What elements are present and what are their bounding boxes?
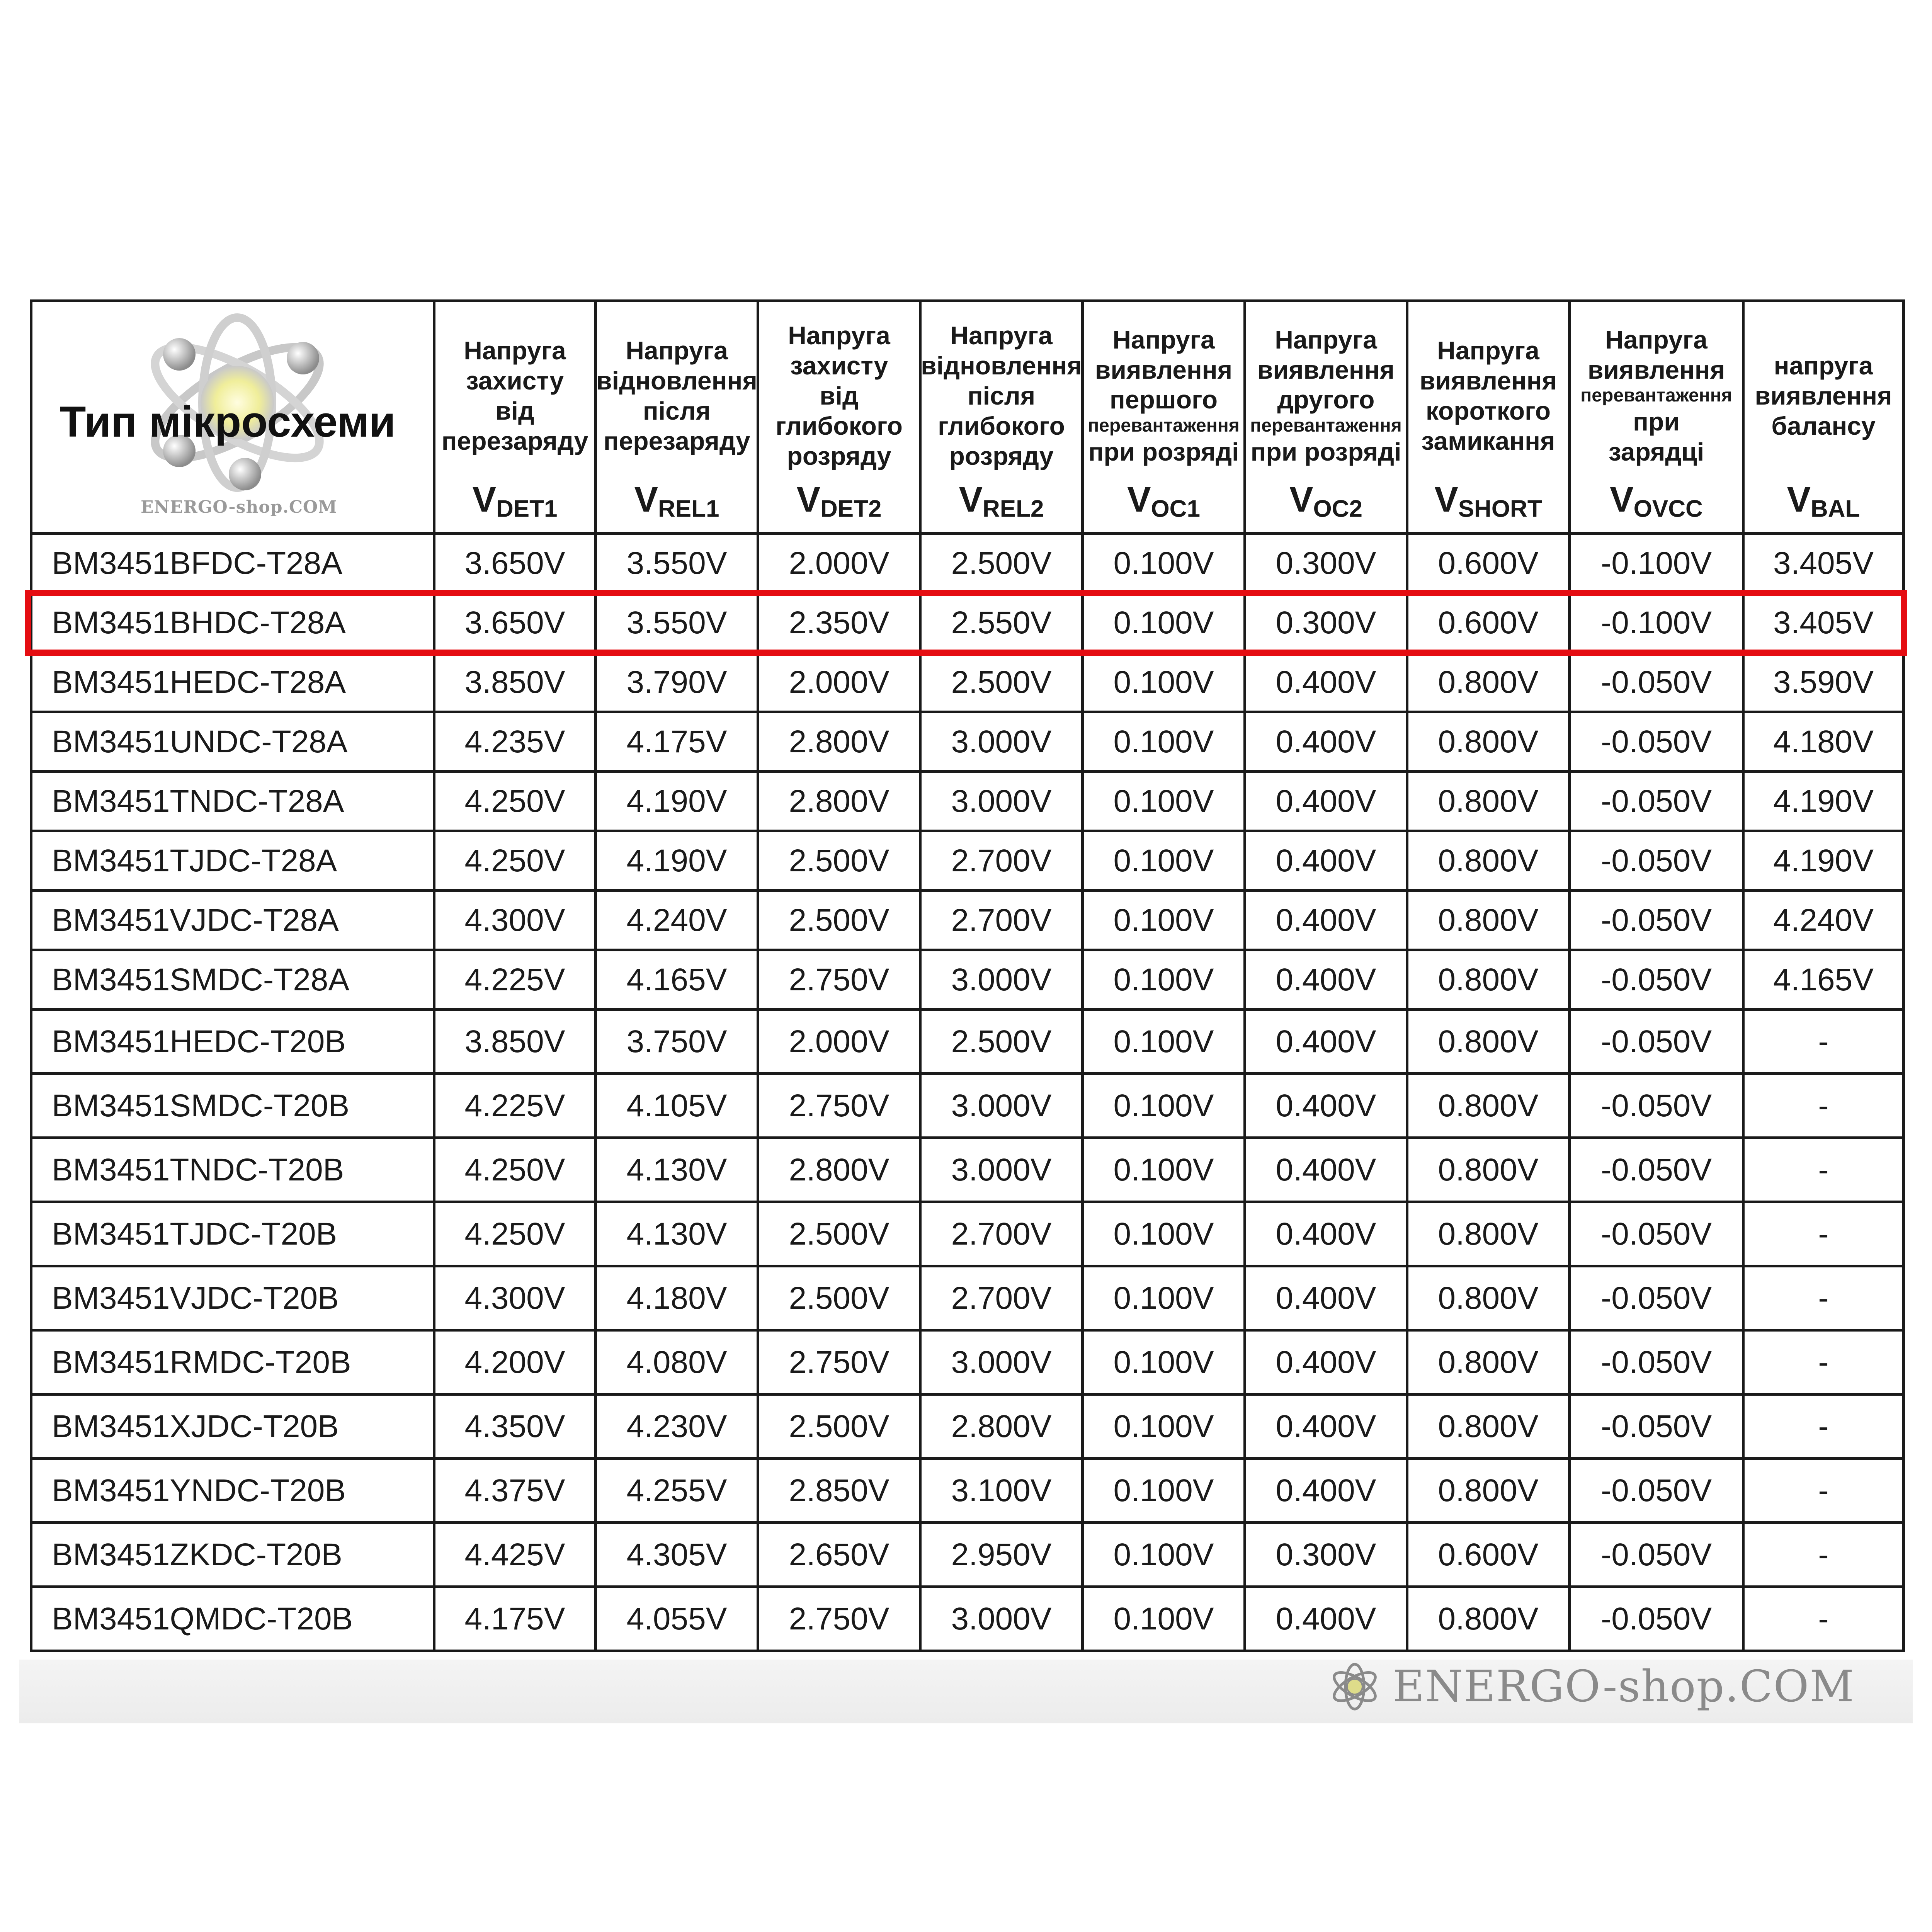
chip-spec-table [30, 299, 1905, 1652]
voltage-cell: - [1743, 1010, 1904, 1074]
voltage-cell: 2.750V [758, 1587, 920, 1651]
column-header-text: зарядці [1608, 437, 1704, 466]
column-symbol-letter: V [1787, 480, 1811, 520]
voltage-cell: 0.100V [1083, 653, 1245, 712]
column-header-text: від [820, 381, 859, 410]
voltage-cell: 4.250V [434, 772, 596, 831]
table-row [31, 1266, 1904, 1330]
voltage-cell: 2.500V [758, 831, 920, 891]
voltage-cell: 0.100V [1083, 1395, 1245, 1459]
chip-model-cell: BM3451BHDC-T28A [31, 593, 434, 653]
column-header-text: напруга [1774, 351, 1873, 380]
column-symbol-letter: V [796, 480, 820, 520]
voltage-cell: 4.190V [1743, 772, 1904, 831]
voltage-cell: 2.800V [758, 772, 920, 831]
voltage-cell: 3.850V [434, 653, 596, 712]
column-symbol-subscript: OC2 [1313, 496, 1362, 522]
column-symbol [1127, 482, 1200, 521]
column-header-text: після [643, 396, 711, 425]
chip-model-cell: BM3451RMDC-T20B [31, 1330, 434, 1395]
voltage-cell: -0.050V [1570, 1587, 1743, 1651]
column-header-text: глибокого [776, 411, 903, 440]
atom-icon [1328, 1662, 1382, 1712]
voltage-cell: 3.650V [434, 534, 596, 593]
column-header-text: замикання [1421, 426, 1555, 455]
voltage-cell: 0.100V [1083, 891, 1245, 950]
table-row [31, 1074, 1904, 1138]
column-header-text: відновлення [921, 351, 1082, 380]
voltage-cell: 0.400V [1245, 653, 1407, 712]
table-row [31, 653, 1904, 712]
voltage-cell: 4.230V [596, 1395, 758, 1459]
column-header-text: другого [1277, 385, 1375, 414]
table-row [31, 1523, 1904, 1587]
column-symbol-letter: V [634, 480, 658, 520]
voltage-cell: 2.500V [758, 1395, 920, 1459]
column-symbol-letter: V [1434, 480, 1458, 520]
voltage-cell: 3.000V [920, 772, 1083, 831]
voltage-cell: 4.235V [434, 712, 596, 772]
voltage-cell: 2.550V [920, 593, 1083, 653]
voltage-cell: - [1743, 1266, 1904, 1330]
column-header-text: Напруга [464, 336, 566, 365]
voltage-cell: 2.700V [920, 1202, 1083, 1266]
voltage-cell: 0.800V [1407, 831, 1570, 891]
column-symbol [1434, 482, 1542, 521]
voltage-cell: 3.000V [920, 950, 1083, 1010]
column-header-5 [1083, 301, 1245, 534]
voltage-cell: - [1743, 1138, 1904, 1202]
voltage-cell: 4.180V [596, 1266, 758, 1330]
column-header-text: захисту [466, 366, 564, 395]
voltage-cell: 4.240V [1743, 891, 1904, 950]
chip-model-cell: BM3451TJDC-T28A [31, 831, 434, 891]
chip-model-cell: BM3451ZKDC-T20B [31, 1523, 434, 1587]
voltage-cell: 4.165V [1743, 950, 1904, 1010]
voltage-cell: 2.500V [920, 1010, 1083, 1074]
voltage-cell: 2.000V [758, 653, 920, 712]
voltage-cell: 4.225V [434, 950, 596, 1010]
voltage-cell: -0.050V [1570, 1459, 1743, 1523]
voltage-cell: 0.400V [1245, 1395, 1407, 1459]
table-row [31, 1202, 1904, 1266]
column-header-text: виявлення [1257, 355, 1395, 384]
voltage-cell: 2.700V [920, 1266, 1083, 1330]
column-header-4 [920, 301, 1083, 534]
voltage-cell: 0.100V [1083, 1523, 1245, 1587]
column-header-text: при [1633, 407, 1680, 436]
column-header-text: від [495, 396, 534, 425]
voltage-cell: 4.190V [596, 831, 758, 891]
column-header-8 [1570, 301, 1743, 534]
voltage-cell: 0.400V [1245, 1330, 1407, 1395]
table-row [31, 534, 1904, 593]
voltage-cell: 0.800V [1407, 1459, 1570, 1523]
column-symbol-subscript: OC1 [1151, 496, 1200, 522]
column-symbol-subscript: SHORT [1458, 496, 1542, 522]
voltage-cell: 0.600V [1407, 1523, 1570, 1587]
voltage-cell: 0.800V [1407, 1010, 1570, 1074]
voltage-cell: -0.050V [1570, 1266, 1743, 1330]
voltage-cell: 4.200V [434, 1330, 596, 1395]
voltage-cell: 0.100V [1083, 1010, 1245, 1074]
voltage-cell: 4.375V [434, 1459, 596, 1523]
voltage-cell: 3.000V [920, 1330, 1083, 1395]
voltage-cell: -0.050V [1570, 1330, 1743, 1395]
voltage-cell: 4.165V [596, 950, 758, 1010]
voltage-cell: 4.305V [596, 1523, 758, 1587]
column-symbol [797, 482, 882, 521]
voltage-cell: 3.405V [1743, 593, 1904, 653]
footer-logo-text: ENERGO-shop.COM [1393, 1662, 1855, 1712]
chip-model-cell: BM3451SMDC-T28A [31, 950, 434, 1010]
voltage-cell: 0.100V [1083, 831, 1245, 891]
voltage-cell: 3.000V [920, 1138, 1083, 1202]
voltage-cell: 0.100V [1083, 534, 1245, 593]
table-row [31, 891, 1904, 950]
voltage-cell: 4.080V [596, 1330, 758, 1395]
voltage-cell: 2.800V [920, 1395, 1083, 1459]
voltage-cell: 0.100V [1083, 1459, 1245, 1523]
column-symbol [634, 482, 719, 521]
voltage-cell: 3.000V [920, 1074, 1083, 1138]
column-header-text: виявлення [1419, 366, 1557, 395]
column-header-7 [1407, 301, 1570, 534]
voltage-cell: 4.175V [596, 712, 758, 772]
voltage-cell: 0.100V [1083, 593, 1245, 653]
chip-model-cell: BM3451TJDC-T20B [31, 1202, 434, 1266]
voltage-cell: 4.300V [434, 891, 596, 950]
voltage-cell: 2.500V [758, 1266, 920, 1330]
voltage-cell: -0.050V [1570, 1010, 1743, 1074]
voltage-cell: 0.800V [1407, 1330, 1570, 1395]
voltage-cell: 4.130V [596, 1138, 758, 1202]
column-header-9 [1743, 301, 1904, 534]
voltage-cell: 4.255V [596, 1459, 758, 1523]
table-row [31, 1459, 1904, 1523]
voltage-cell: 2.000V [758, 534, 920, 593]
voltage-cell: 2.800V [758, 1138, 920, 1202]
column-header-2 [596, 301, 758, 534]
chip-type-label: Тип мікросхеми [60, 398, 396, 446]
voltage-cell: - [1743, 1395, 1904, 1459]
column-header-1 [434, 301, 596, 534]
voltage-cell: 0.400V [1245, 1459, 1407, 1523]
voltage-cell: 4.240V [596, 891, 758, 950]
voltage-cell: 0.600V [1407, 534, 1570, 593]
voltage-cell: 2.500V [758, 891, 920, 950]
voltage-cell: - [1743, 1202, 1904, 1266]
voltage-cell: 4.190V [1743, 831, 1904, 891]
voltage-cell: 2.800V [758, 712, 920, 772]
voltage-cell: - [1743, 1459, 1904, 1523]
voltage-cell: 0.300V [1245, 593, 1407, 653]
table-header-row [31, 301, 1904, 534]
column-header-text: перевантаження [1088, 415, 1240, 436]
voltage-cell: 0.800V [1407, 1202, 1570, 1266]
column-header-text: балансу [1771, 411, 1876, 440]
voltage-cell: 0.800V [1407, 653, 1570, 712]
table-row [31, 1010, 1904, 1074]
voltage-cell: 2.700V [920, 831, 1083, 891]
column-symbol [473, 482, 558, 521]
chip-model-cell: BM3451VJDC-T20B [31, 1266, 434, 1330]
chip-type-header [31, 301, 434, 534]
column-header-text: розряду [949, 441, 1054, 470]
voltage-cell: 0.400V [1245, 712, 1407, 772]
voltage-cell: 2.750V [758, 1074, 920, 1138]
voltage-cell: 0.300V [1245, 1523, 1407, 1587]
column-symbol-letter: V [472, 480, 496, 520]
footer-logo [1328, 1662, 1855, 1712]
column-header-text: короткого [1425, 396, 1551, 425]
voltage-cell: 0.800V [1407, 772, 1570, 831]
voltage-cell: 3.790V [596, 653, 758, 712]
voltage-cell: -0.050V [1570, 1138, 1743, 1202]
watermark-text: ENERGO-shop.COM [141, 497, 337, 517]
column-header-text: Напруга [1275, 325, 1377, 354]
voltage-cell: 3.550V [596, 593, 758, 653]
voltage-cell: 4.190V [596, 772, 758, 831]
column-header-text: глибокого [938, 411, 1065, 440]
voltage-cell: -0.050V [1570, 1202, 1743, 1266]
voltage-cell: 3.590V [1743, 653, 1904, 712]
table-row [31, 772, 1904, 831]
voltage-cell: 0.100V [1083, 1138, 1245, 1202]
voltage-cell: 2.500V [758, 1202, 920, 1266]
voltage-cell: -0.050V [1570, 712, 1743, 772]
voltage-cell: 0.100V [1083, 1074, 1245, 1138]
voltage-cell: 0.800V [1407, 950, 1570, 1010]
voltage-cell: 0.400V [1245, 831, 1407, 891]
voltage-cell: -0.050V [1570, 891, 1743, 950]
column-header-text: Напруга [1112, 325, 1215, 354]
column-symbol-letter: V [1289, 480, 1313, 520]
table-row [31, 1138, 1904, 1202]
voltage-cell: 0.800V [1407, 1266, 1570, 1330]
column-symbol-subscript: BAL [1810, 496, 1860, 522]
column-header-text: виявлення [1587, 355, 1725, 384]
voltage-cell: 3.750V [596, 1010, 758, 1074]
voltage-cell: 4.350V [434, 1395, 596, 1459]
column-symbol-subscript: OVCC [1633, 496, 1703, 522]
chip-model-cell: BM3451TNDC-T28A [31, 772, 434, 831]
voltage-cell: - [1743, 1523, 1904, 1587]
table-row-highlighted [31, 593, 1904, 653]
column-header-text: перевантаження [1580, 385, 1732, 406]
voltage-cell: -0.100V [1570, 593, 1743, 653]
voltage-cell: - [1743, 1587, 1904, 1651]
voltage-cell: -0.050V [1570, 950, 1743, 1010]
column-header-text: перезаряду [603, 426, 750, 455]
chip-model-cell: BM3451TNDC-T20B [31, 1138, 434, 1202]
voltage-cell: 0.400V [1245, 891, 1407, 950]
column-symbol-subscript: REL2 [982, 496, 1044, 522]
voltage-cell: 0.800V [1407, 712, 1570, 772]
column-header-text: виявлення [1095, 355, 1233, 384]
column-header-text: Напруга [1605, 325, 1708, 354]
column-header-text: відновлення [596, 366, 757, 395]
voltage-cell: 4.250V [434, 1202, 596, 1266]
chip-model-cell: BM3451YNDC-T20B [31, 1459, 434, 1523]
voltage-cell: 3.000V [920, 1587, 1083, 1651]
voltage-cell: 4.425V [434, 1523, 596, 1587]
voltage-cell: 4.130V [596, 1202, 758, 1266]
table-row [31, 831, 1904, 891]
voltage-cell: 0.100V [1083, 772, 1245, 831]
column-header-text: Напруга [626, 336, 728, 365]
voltage-cell: 3.550V [596, 534, 758, 593]
column-symbol [1787, 482, 1860, 521]
column-symbol [1610, 482, 1703, 521]
column-header-text: при розряді [1250, 437, 1401, 466]
voltage-cell: 0.800V [1407, 1138, 1570, 1202]
voltage-cell: 0.400V [1245, 1010, 1407, 1074]
column-symbol-subscript: REL1 [658, 496, 719, 522]
voltage-cell: 4.300V [434, 1266, 596, 1330]
voltage-cell: 0.100V [1083, 1202, 1245, 1266]
voltage-cell: 2.850V [758, 1459, 920, 1523]
voltage-cell: 0.100V [1083, 1330, 1245, 1395]
column-header-text: при розряді [1088, 437, 1239, 466]
voltage-cell: 0.400V [1245, 1587, 1407, 1651]
voltage-cell: 0.400V [1245, 1074, 1407, 1138]
voltage-cell: 0.100V [1083, 712, 1245, 772]
column-header-text: виявлення [1755, 381, 1892, 410]
voltage-cell: 0.400V [1245, 1202, 1407, 1266]
chip-model-cell: BM3451UNDC-T28A [31, 712, 434, 772]
column-header-text: Напруга [788, 321, 890, 350]
voltage-cell: -0.050V [1570, 772, 1743, 831]
column-symbol [959, 482, 1044, 521]
voltage-cell: 0.800V [1407, 1587, 1570, 1651]
table-row [31, 712, 1904, 772]
voltage-cell: 0.400V [1245, 950, 1407, 1010]
voltage-cell: 4.055V [596, 1587, 758, 1651]
column-symbol-letter: V [1610, 480, 1634, 520]
table-row [31, 1395, 1904, 1459]
voltage-cell: 2.650V [758, 1523, 920, 1587]
chip-model-cell: BM3451VJDC-T28A [31, 891, 434, 950]
table-body [31, 534, 1904, 1651]
voltage-cell: 3.650V [434, 593, 596, 653]
voltage-cell: 0.400V [1245, 1138, 1407, 1202]
voltage-cell: 0.300V [1245, 534, 1407, 593]
voltage-cell: 0.100V [1083, 1266, 1245, 1330]
column-header-text: Напруга [950, 321, 1053, 350]
column-header-6 [1245, 301, 1407, 534]
voltage-cell: 2.500V [920, 653, 1083, 712]
chip-model-cell: BM3451SMDC-T20B [31, 1074, 434, 1138]
voltage-cell: 3.100V [920, 1459, 1083, 1523]
column-symbol-subscript: DET2 [820, 496, 882, 522]
column-header-text: розряду [787, 441, 891, 470]
voltage-cell: -0.050V [1570, 1074, 1743, 1138]
voltage-cell: -0.050V [1570, 831, 1743, 891]
column-header-text: першого [1109, 385, 1218, 414]
voltage-cell: 0.100V [1083, 950, 1245, 1010]
voltage-cell: -0.100V [1570, 534, 1743, 593]
voltage-cell: - [1743, 1330, 1904, 1395]
column-symbol-letter: V [1127, 480, 1151, 520]
voltage-cell: -0.050V [1570, 653, 1743, 712]
voltage-cell: 4.250V [434, 1138, 596, 1202]
voltage-cell: 0.600V [1407, 593, 1570, 653]
voltage-cell: 4.250V [434, 831, 596, 891]
voltage-cell: 0.800V [1407, 1074, 1570, 1138]
voltage-cell: 4.175V [434, 1587, 596, 1651]
column-header-text: Напруга [1437, 336, 1539, 365]
column-header-text: захисту [790, 351, 888, 380]
voltage-cell: 3.405V [1743, 534, 1904, 593]
table-row [31, 1330, 1904, 1395]
voltage-cell: 3.850V [434, 1010, 596, 1074]
column-header-text: перевантаження [1250, 415, 1402, 436]
table-row [31, 950, 1904, 1010]
voltage-cell: -0.050V [1570, 1395, 1743, 1459]
voltage-cell: 0.400V [1245, 772, 1407, 831]
column-header-text: перезаряду [441, 426, 588, 455]
voltage-cell: 0.400V [1245, 1266, 1407, 1330]
voltage-cell: 0.100V [1083, 1587, 1245, 1651]
voltage-cell: 3.000V [920, 712, 1083, 772]
voltage-cell: -0.050V [1570, 1523, 1743, 1587]
voltage-cell: 4.105V [596, 1074, 758, 1138]
chip-model-cell: BM3451XJDC-T20B [31, 1395, 434, 1459]
column-symbol-letter: V [959, 480, 983, 520]
voltage-cell: 0.800V [1407, 891, 1570, 950]
column-header-3 [758, 301, 920, 534]
voltage-cell: 2.750V [758, 1330, 920, 1395]
column-symbol [1289, 482, 1362, 521]
voltage-cell: 2.000V [758, 1010, 920, 1074]
voltage-cell: 2.500V [920, 534, 1083, 593]
chip-model-cell: BM3451HEDC-T28A [31, 653, 434, 712]
column-header-text: після [967, 381, 1036, 410]
table-row [31, 1587, 1904, 1651]
chip-model-cell: BM3451HEDC-T20B [31, 1010, 434, 1074]
voltage-cell: 2.700V [920, 891, 1083, 950]
voltage-cell: 2.950V [920, 1523, 1083, 1587]
column-symbol-subscript: DET1 [496, 496, 558, 522]
voltage-cell: - [1743, 1074, 1904, 1138]
voltage-cell: 4.225V [434, 1074, 596, 1138]
voltage-cell: 2.350V [758, 593, 920, 653]
voltage-cell: 0.800V [1407, 1395, 1570, 1459]
chip-model-cell: BM3451QMDC-T20B [31, 1587, 434, 1651]
chip-model-cell: BM3451BFDC-T28A [31, 534, 434, 593]
voltage-cell: 4.180V [1743, 712, 1904, 772]
voltage-cell: 2.750V [758, 950, 920, 1010]
